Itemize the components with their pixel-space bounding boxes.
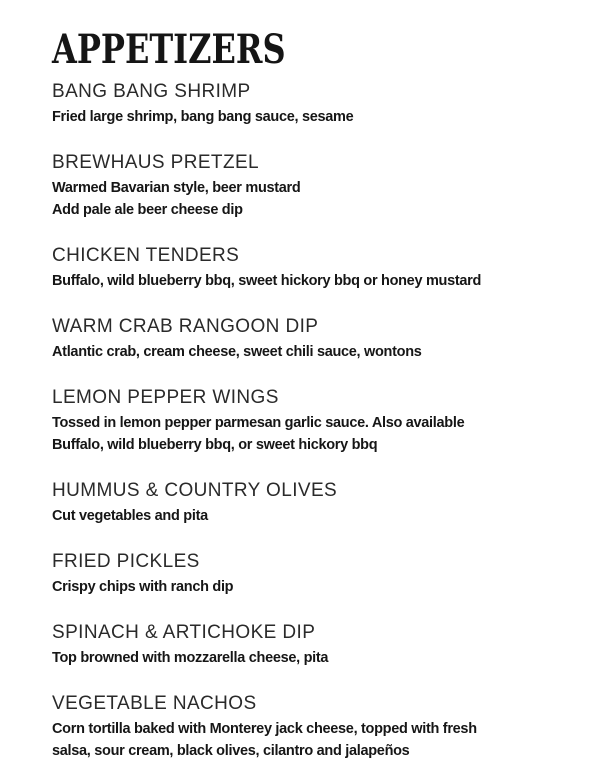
menu-item-name: CHICKEN TENDERS bbox=[52, 245, 240, 266]
menu-item bbox=[52, 149, 560, 221]
menu-item-description bbox=[52, 106, 560, 128]
menu-item-description bbox=[52, 412, 560, 456]
menu-item-name: HUMMUS & COUNTRY OLIVES bbox=[52, 480, 338, 501]
menu-item-description-line: Buffalo, wild blueberry bbq, or sweet hickory bbq bbox=[52, 437, 378, 453]
menu-item-description bbox=[52, 647, 560, 669]
menu-item bbox=[52, 242, 560, 292]
menu-item-description-line: Cut vegetables and pita bbox=[52, 508, 208, 524]
menu-item-name: SPINACH & ARTICHOKE DIP bbox=[52, 622, 316, 643]
menu-item-name: VEGETABLE NACHOS bbox=[52, 693, 257, 714]
menu-item-description-line: Tossed in lemon pepper parmesan garlic sauce. Also available bbox=[52, 415, 465, 431]
menu-item-description bbox=[52, 576, 560, 598]
menu-item-description-line: Add pale ale beer cheese dip bbox=[52, 202, 243, 218]
menu-item-description-line: Fried large shrimp, bang bang sauce, sesame bbox=[52, 109, 354, 125]
menu-item bbox=[52, 384, 560, 456]
menu-item-name: BANG BANG SHRIMP bbox=[52, 81, 251, 102]
menu-item-description-line: salsa, sour cream, black olives, cilantro and jalapeños bbox=[52, 743, 410, 759]
menu-item-description bbox=[52, 718, 560, 762]
menu-item bbox=[52, 78, 560, 128]
menu-item bbox=[52, 619, 560, 669]
menu-item-name: BREWHAUS PRETZEL bbox=[52, 152, 259, 173]
menu-item-description-line: Warmed Bavarian style, beer mustard bbox=[52, 180, 301, 196]
menu-item-description-line: Corn tortilla baked with Monterey jack cheese, topped with fresh bbox=[52, 721, 477, 737]
menu-item-description-line: Crispy chips with ranch dip bbox=[52, 579, 234, 595]
menu-item bbox=[52, 690, 560, 762]
menu-item-description bbox=[52, 270, 560, 292]
menu-item-description-line: Top browned with mozzarella cheese, pita bbox=[52, 650, 329, 666]
menu-item-description bbox=[52, 177, 560, 221]
menu-item-description-line: Buffalo, wild blueberry bbq, sweet hickory bbq or honey mustard bbox=[52, 273, 482, 289]
section-title: APPETIZERS bbox=[52, 26, 286, 73]
menu-item-name: FRIED PICKLES bbox=[52, 551, 200, 572]
menu-item-list bbox=[52, 78, 560, 762]
menu-item-description bbox=[52, 341, 560, 363]
menu-item bbox=[52, 313, 560, 363]
menu-item bbox=[52, 477, 560, 527]
menu-item-description bbox=[52, 505, 560, 527]
menu-item-name: LEMON PEPPER WINGS bbox=[52, 387, 279, 408]
menu-item-description-line: Atlantic crab, cream cheese, sweet chili sauce, wontons bbox=[52, 344, 422, 360]
menu-item-name: WARM CRAB RANGOON DIP bbox=[52, 316, 319, 337]
menu-item bbox=[52, 548, 560, 598]
